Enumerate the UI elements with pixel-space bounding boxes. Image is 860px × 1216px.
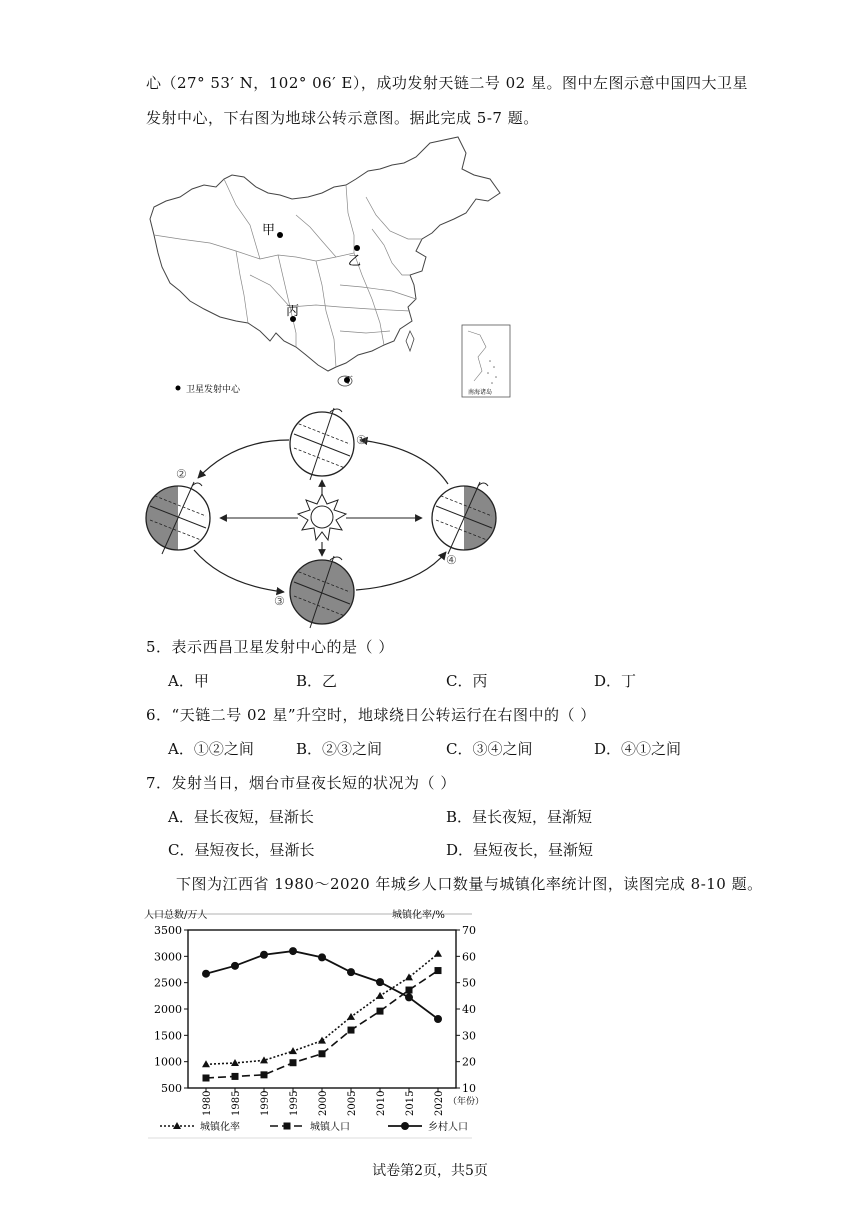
y-left-tick-label: 500 (161, 1082, 182, 1095)
province-borders (154, 179, 422, 367)
point-circle (405, 993, 413, 1001)
question-6-option-a: A．①②之间 (168, 740, 254, 758)
inset-label: 南海诸岛 (468, 389, 493, 396)
point-square (319, 1050, 326, 1057)
point-square (203, 1074, 210, 1081)
point-triangle (405, 973, 413, 980)
series-line (206, 954, 438, 1065)
x-tick-label: 2015 (405, 1090, 416, 1116)
question-7-option-d: D．昼短夜长，昼渐短 (446, 841, 594, 859)
x-tick-label: 1985 (231, 1090, 242, 1116)
point-circle (376, 978, 384, 986)
point-circle (347, 968, 355, 976)
orbit-label-3: ③ (274, 594, 285, 608)
point-circle (289, 947, 297, 955)
y-right-tick-label: 20 (462, 1055, 476, 1069)
point-square (348, 1027, 355, 1034)
y-left-tick-label: 2000 (154, 1003, 182, 1016)
question-6-option-b: B．②③之间 (296, 740, 383, 758)
legend-label: 卫星发射中心 (186, 385, 241, 395)
question-5-option-d: D．丁 (594, 672, 637, 690)
point-square (435, 967, 442, 974)
chart-intro: 下图为江西省 1980～2020 年城乡人口数量与城镇化率统计图，读图完成 8-10 题。 (176, 875, 763, 893)
point-circle (434, 1015, 442, 1023)
y-right-tick-label: 10 (462, 1082, 476, 1095)
question-6-stem: 6．“天链二号 02 星”升空时，地球绕日公转运行在右图中的（ ） (146, 706, 596, 724)
question-5-stem: 5．表示西昌卫星发射中心的是（ ） (146, 638, 394, 656)
y-left-tick-label: 3000 (154, 950, 182, 964)
marker-yi-label: 乙 (348, 254, 362, 269)
question-5-option-c: C．丙 (446, 672, 488, 690)
y-left-tick-label: 3500 (154, 924, 182, 937)
marker-jia-label: 甲 (262, 223, 276, 238)
question-7-option-c: C．昼短夜长，昼渐长 (168, 841, 315, 859)
y-right-tick-label: 30 (462, 1029, 476, 1043)
point-triangle (318, 1037, 326, 1044)
y-right-tick-label: 50 (462, 976, 476, 990)
x-tick-label: 1990 (260, 1090, 271, 1116)
question-5-option-a: A．甲 (168, 672, 209, 690)
question-7-stem: 7．发射当日，烟台市昼夜长短的状况为（ ） (146, 774, 456, 792)
y-left-tick-label: 1000 (154, 1055, 182, 1069)
point-square (261, 1071, 268, 1078)
point-triangle (231, 1059, 239, 1066)
point-circle (260, 951, 268, 959)
intro-line-1: 心（27° 53′ N，102° 06′ E），成功发射天链二号 02 星。图中左图示意中国四大卫星 (146, 74, 748, 92)
x-tick-label: 2010 (376, 1090, 387, 1116)
legend-marker (284, 1123, 291, 1130)
orbit-label-2: ② (176, 467, 187, 481)
y-right-title: 城镇化率/% (392, 910, 445, 921)
x-tick-label: 2020 (434, 1090, 445, 1116)
south-sea-inset (462, 325, 510, 397)
point-circle (318, 953, 326, 961)
china-outline (150, 137, 500, 371)
marker-ding-label: 丁 (344, 376, 354, 386)
y-right-tick-label: 70 (462, 924, 476, 937)
point-circle (202, 970, 210, 978)
legend-marker (173, 1122, 181, 1129)
question-7-option-b: B．昼长夜短，昼渐短 (446, 808, 593, 826)
china-satellite-map (140, 135, 520, 397)
legend-label: 城镇化率 (200, 1122, 240, 1133)
legend-marker (401, 1122, 409, 1130)
legend-label: 乡村人口 (428, 1122, 468, 1133)
orbit-label-4: ④ (446, 553, 457, 567)
population-chart (140, 904, 485, 1144)
x-axis-title: （年份） (448, 1097, 485, 1107)
point-triangle (376, 992, 384, 999)
legend-label: 城镇人口 (310, 1122, 350, 1133)
point-triangle (202, 1060, 210, 1067)
y-left-tick-label: 1500 (154, 1029, 182, 1043)
point-square (290, 1059, 297, 1066)
question-7-option-a: A．昼长夜短，昼渐长 (168, 808, 314, 826)
y-left-title: 人口总数/万人 (144, 910, 208, 921)
series-line (206, 971, 438, 1078)
y-right-tick-label: 60 (462, 950, 476, 964)
point-triangle (434, 950, 442, 957)
x-tick-label: 2005 (347, 1090, 358, 1116)
orbit-label-1: ① (356, 433, 367, 447)
legend-dot (176, 386, 181, 391)
x-tick-label: 2000 (318, 1090, 329, 1116)
page-footer: 试卷第2页，共5页 (372, 1163, 488, 1179)
point-square (406, 987, 413, 994)
question-6-option-d: D．④①之间 (594, 740, 682, 758)
x-tick-label: 1980 (202, 1090, 213, 1116)
point-square (377, 1008, 384, 1015)
y-left-tick-label: 2500 (154, 976, 182, 990)
marker-bing-label: 丙 (286, 304, 300, 319)
y-right-tick-label: 40 (462, 1003, 476, 1016)
point-square (232, 1073, 239, 1080)
marker-yi-dot (354, 245, 360, 251)
question-6-option-c: C．③④之间 (446, 740, 533, 758)
point-triangle (289, 1047, 297, 1054)
point-circle (231, 962, 239, 970)
marker-jia-dot (277, 232, 283, 238)
x-tick-label: 1995 (289, 1090, 300, 1116)
question-5-option-b: B．乙 (296, 672, 338, 690)
earth-revolution-diagram (134, 400, 534, 630)
intro-line-2: 发射中心，下右图为地球公转示意图。据此完成 5-7 题。 (146, 109, 539, 127)
